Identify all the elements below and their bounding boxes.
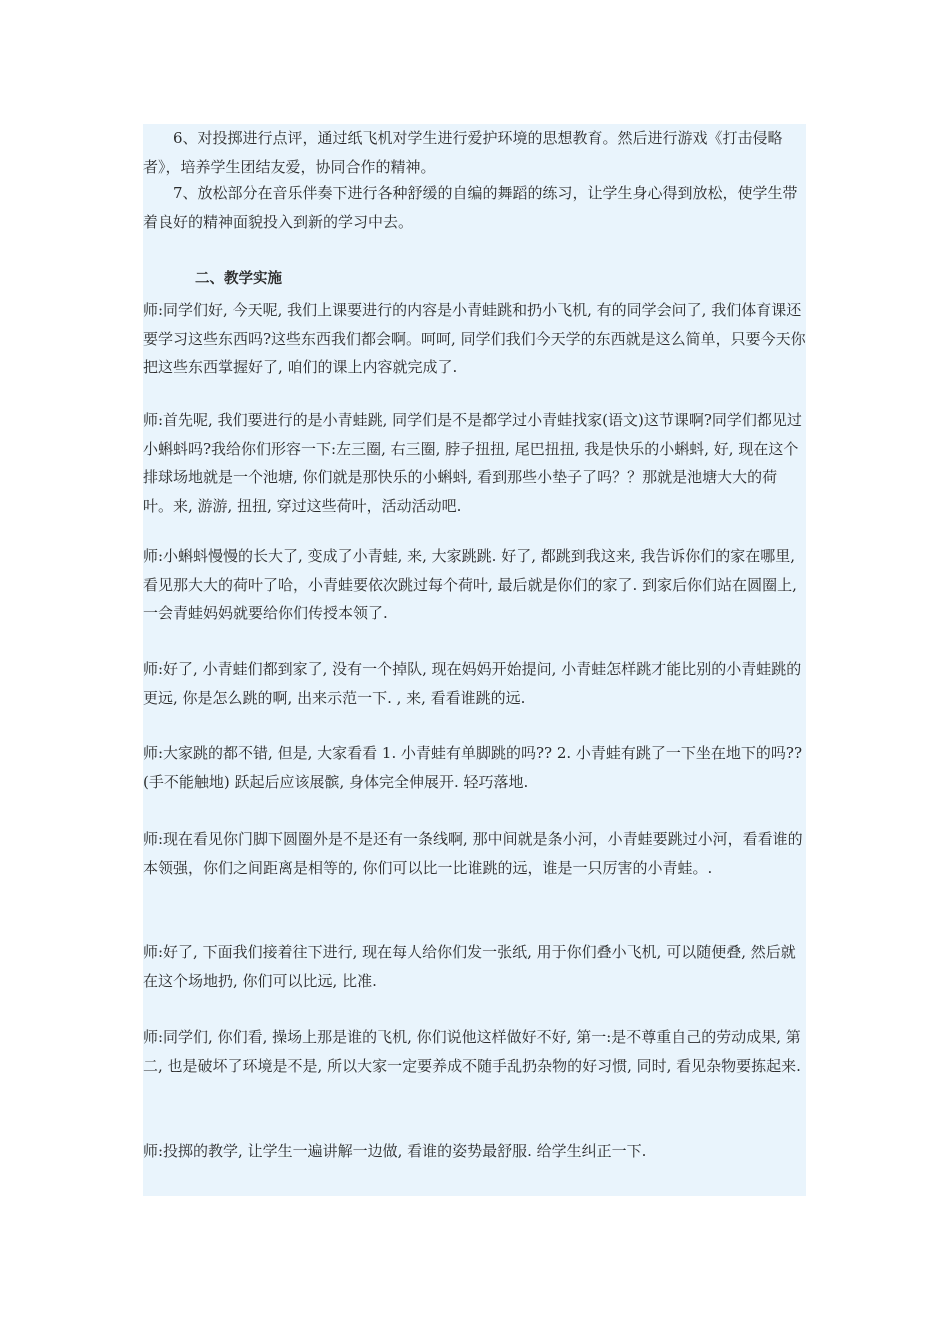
- dialogue-paragraph-9: 师:投掷的教学, 让学生一遍讲解一边做, 看谁的姿势最舒服. 给学生纠正一下.: [143, 1142, 647, 1160]
- dialogue-paragraph-1: 师:同学们好, 今天呢, 我们上课要进行的内容是小青蛙跳和扔小飞机, 有的同学会问了, 我们体育课还要学习这些东西吗?这些东西我们都会啊。呵呵, 同学们我们今天学的东西就是这么简单，只要今天你把这些东西掌握好了, 咱们的课上内容就完成了.: [143, 301, 806, 376]
- dialogue-paragraph-6: 师:现在看见你门脚下圆圈外是不是还有一条线啊, 那中间就是条小河，小青蛙要跳过小河，看看谁的本领强，你们之间距离是相等的, 你们可以比一比谁跳的远，谁是一只厉害的小青蛙。.: [143, 830, 803, 877]
- dialogue-paragraph-4: 师:好了, 小青蛙们都到家了, 没有一个掉队, 现在妈妈开始提问, 小青蛙怎样跳才能比别的小青蛙跳的更远, 你是怎么跳的啊, 出来示范一下. , 来, 看看谁跳的远.: [143, 660, 802, 707]
- dialogue-paragraph-5: 师:大家跳的都不错, 但是, 大家看看 1. 小青蛙有单脚跳的吗?? 2. 小青蛙有跳了一下坐在地下的吗??(手不能触地) 跃起后应该展髌, 身体完全伸展开. 轻巧落地.: [143, 744, 802, 791]
- document-content-panel: [143, 124, 806, 1196]
- dialogue-paragraph-2: 师:首先呢, 我们要进行的是小青蛙跳, 同学们是不是都学过小青蛙找家(语文)这节课啊?同学们都见过小蝌蚪吗?我给你们形容一下:左三圈, 右三圈, 脖子扭扭, 尾巴扭扭, 我是快乐的小蝌蚪, 好, 现在这个排球场地就是一个池塘, 你们就是那快乐的小蝌蚪, 看到那些小垫子了吗？？那就是池塘大大的荷叶。来, 游游, 扭扭, 穿过这些荷叶，活动活动吧.: [143, 411, 802, 515]
- paragraph-item-6: 6、对投掷进行点评，通过纸飞机对学生进行爱护环境的思想教育。然后进行游戏《打击侵略者》，培养学生团结友爱，协同合作的精神。: [143, 129, 783, 176]
- dialogue-paragraph-7: 师:好了, 下面我们接着往下进行, 现在每人给你们发一张纸, 用于你们叠小飞机, 可以随便叠, 然后就在这个场地扔, 你们可以比远, 比准.: [143, 943, 796, 990]
- dialogue-paragraph-8: 师:同学们, 你们看, 操场上那是谁的飞机, 你们说他这样做好不好, 第一:是不尊重自己的劳动成果, 第二, 也是破坏了环境是不是, 所以大家一定要养成不随手乱扔杂物的好习惯, 同时, 看见杂物要拣起来.: [143, 1028, 801, 1075]
- section-heading: 二、教学实施: [195, 270, 282, 287]
- paragraph-item-7: 7、放松部分在音乐伴奏下进行各种舒缓的自编的舞蹈的练习，让学生身心得到放松，使学生带着良好的精神面貌投入到新的学习中去。: [143, 184, 798, 231]
- dialogue-paragraph-3: 师:小蝌蚪慢慢的长大了, 变成了小青蛙, 来, 大家跳跳. 好了, 都跳到我这来, 我告诉你们的家在哪里, 看见那大大的荷叶了哈，小青蛙要依次跳过每个荷叶, 最后就是你们的家了. 到家后你们站在圆圈上, 一会青蛙妈妈就要给你们传授本领了.: [143, 547, 802, 622]
